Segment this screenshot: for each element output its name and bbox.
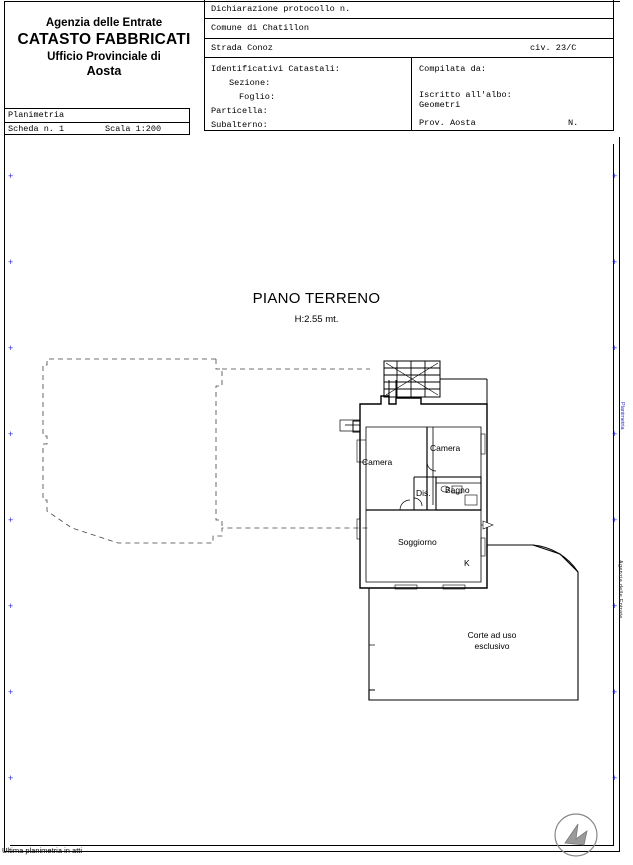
form-vertical-divider — [411, 57, 412, 130]
courtyard-label-line1: Corte ad uso — [467, 630, 517, 640]
identificativi-label: Identificativi Catastali: — [211, 64, 340, 74]
cadastral-form — [204, 0, 614, 131]
registration-mark: + — [612, 601, 618, 611]
particella-label: Particella: — [211, 106, 268, 116]
registration-mark: + — [8, 687, 14, 697]
room-label-bagno: Bagno — [445, 485, 470, 495]
registration-mark: + — [612, 773, 618, 783]
registration-mark: + — [8, 601, 14, 611]
registration-mark: + — [8, 429, 14, 439]
registration-mark: + — [612, 171, 618, 181]
floor-title: PIANO TERRENO — [252, 290, 381, 307]
registration-mark: + — [8, 257, 14, 267]
footer-note: Ultima planimetria in atti — [2, 846, 83, 855]
foglio-label: Foglio: — [239, 92, 276, 102]
page-frame — [4, 137, 620, 852]
registration-mark: + — [612, 429, 618, 439]
registration-mark: + — [8, 515, 14, 525]
catasto-title: CATASTO FABBRICATI — [17, 31, 191, 49]
iscritto-label: Iscritto all'albo: — [419, 90, 512, 100]
sezione-label: Sezione: — [229, 78, 271, 88]
room-label-camera-left: Camera — [362, 457, 393, 467]
civico-label: civ. 23/C — [530, 43, 577, 53]
subalterno-label: Subalterno: — [211, 120, 268, 130]
office-line: Ufficio Provinciale di — [47, 50, 161, 63]
registration-mark: + — [612, 687, 618, 697]
registration-mark: + — [8, 343, 14, 353]
form-divider-2 — [205, 38, 613, 39]
comune-label: Comune di Chatillon — [211, 23, 309, 33]
room-label-cucina: K — [464, 558, 470, 568]
agency-logo-icon — [553, 812, 599, 858]
registration-mark: + — [8, 171, 14, 181]
geometri-label: Geometri — [419, 100, 461, 110]
registration-mark: + — [612, 257, 618, 267]
courtyard-label — [452, 630, 532, 653]
form-divider-3 — [205, 57, 613, 58]
floor-height-note: H:2.55 mt. — [294, 314, 339, 325]
prov-label: Prov. Aosta — [419, 118, 476, 128]
compilata-label: Compilata da: — [419, 64, 487, 74]
registration-mark: + — [612, 343, 618, 353]
office-city: Aosta — [86, 64, 122, 79]
agency-name: Agenzia delle Entrate — [45, 17, 163, 29]
scale-value: Scala 1:200 — [105, 124, 162, 134]
dichiarazione-label: Dichiarazione protocollo n. — [211, 4, 351, 14]
strada-label: Strada Conoz — [211, 43, 273, 53]
side-watermark-text: Agenzia delle Entrate — [617, 560, 623, 619]
planimetria-label: Planimetria — [8, 110, 65, 120]
courtyard-label-line2: esclusivo — [474, 641, 510, 652]
room-label-camera-right: Camera — [430, 443, 461, 453]
scheda-number: Scheda n. 1 — [8, 124, 65, 134]
room-label-soggiorno: Soggiorno — [398, 537, 437, 547]
registration-mark: + — [8, 773, 14, 783]
planimetria-divider — [5, 122, 189, 123]
n-label: N. — [568, 118, 579, 128]
form-divider-1 — [205, 18, 613, 19]
room-label-disimpegno: Dis. — [416, 488, 431, 498]
planimetria-box — [4, 108, 190, 135]
side-watermark-blue: Planimetria — [619, 402, 625, 430]
registration-mark: + — [612, 515, 618, 525]
agency-header — [6, 16, 202, 80]
page-inner-frame — [10, 144, 614, 846]
